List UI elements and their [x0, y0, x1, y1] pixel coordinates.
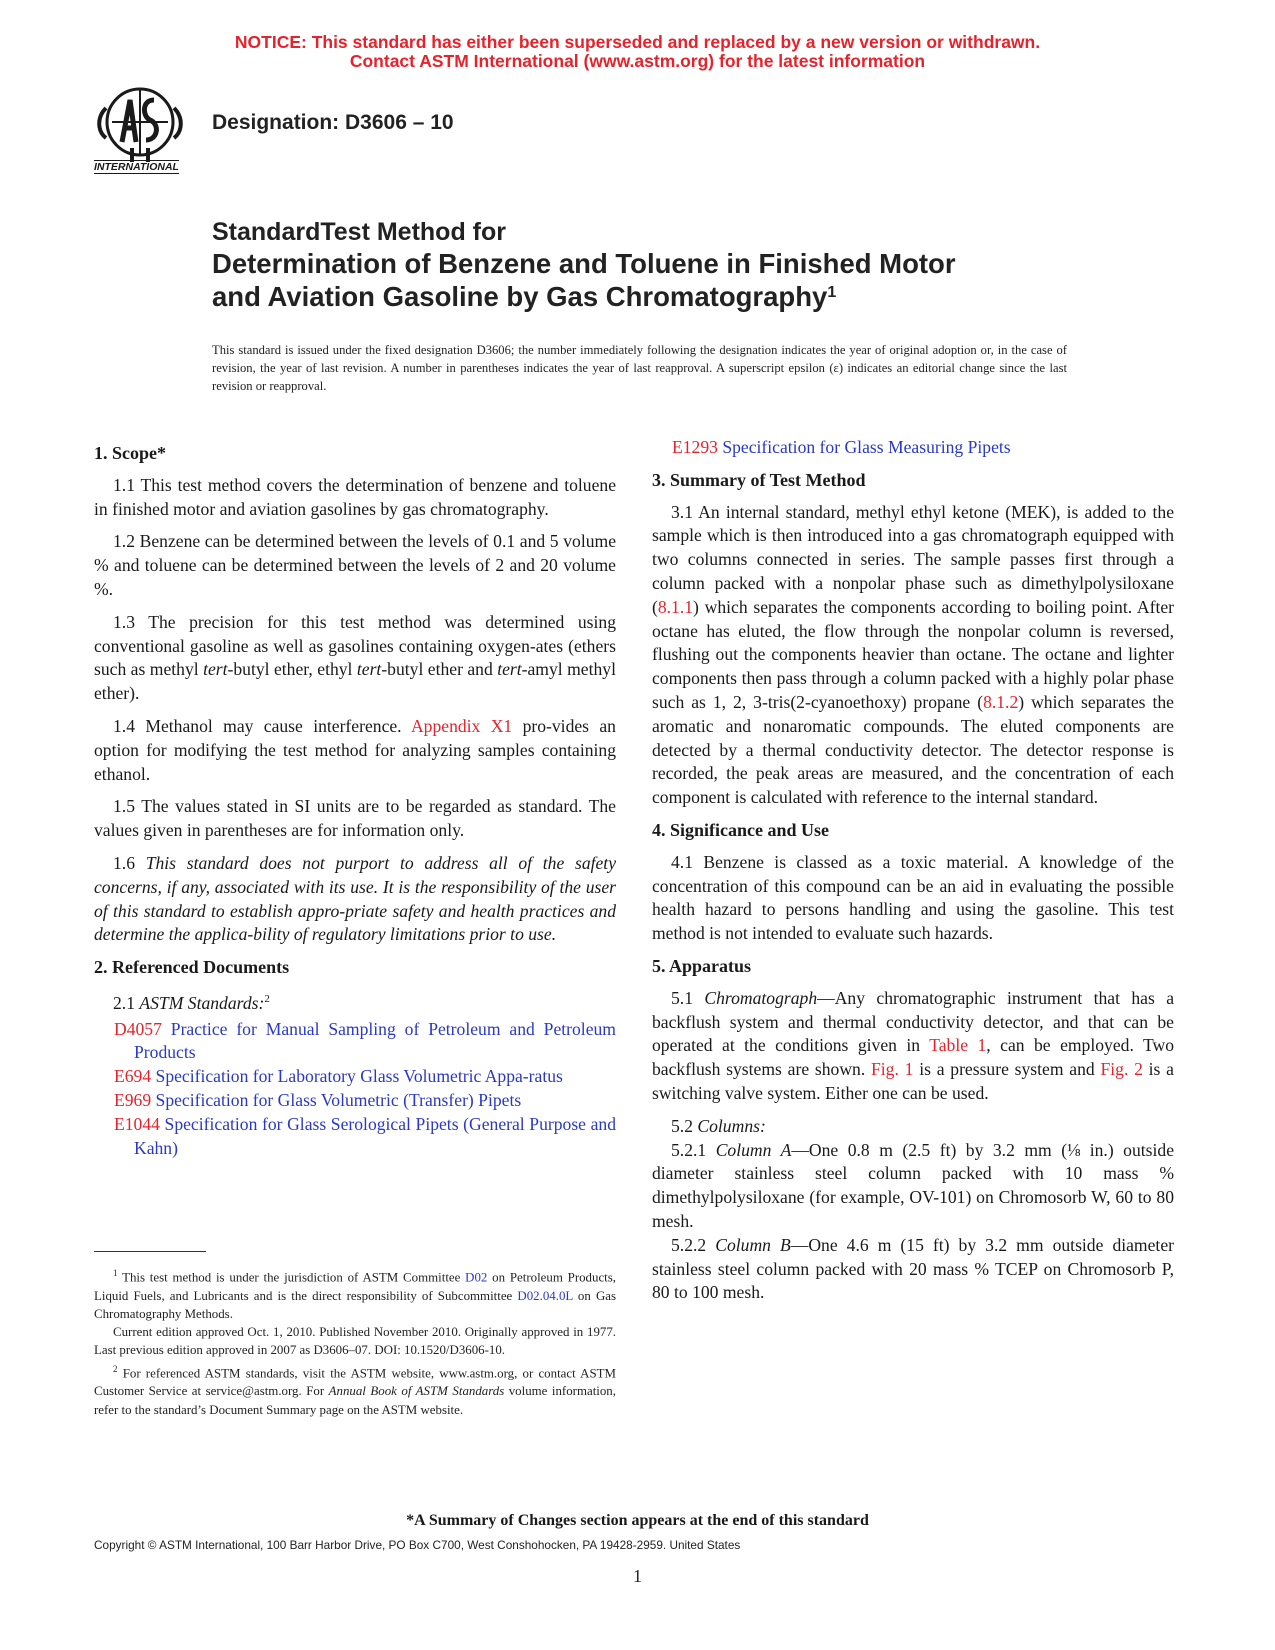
copyright-line: Copyright © ASTM International, 100 Barr Harbor Drive, PO Box C700, West Conshohocken, PA 19428-2959. United States [94, 1538, 741, 1552]
para-3-1-text-b: ) which separates the components according to boiling point. After octane has eluted, the flow through the nonpolar column is reversed, flushing out the components heavier than octane. The octane and lighter components then pass through a column packed with a highly polar phase such as 1, 2, 3-tris(2-cyanoethoxy) propane ( [652, 596, 1174, 712]
para-1-3-text-a: 1.3 The precision for this test method was determined using conventional gasoline as well as gasolines containing oxygen-ates (ethers such as methyl [94, 611, 616, 680]
footnote-1 [94, 1264, 616, 1323]
para-5-2-2-term: Column B [715, 1234, 791, 1255]
para-1-6-text: This standard does not purport to address all of the safety concerns, if any, associated with its use. It is the responsibility of the user of this standard to establish appro-priate safety and health practices and determine the applica-bility of regulatory limitations prior to use. [94, 852, 617, 945]
ref-e1044-code[interactable]: E1044 [114, 1113, 160, 1134]
para-5-2-number: 5.2 [671, 1115, 698, 1136]
para-5-2 [652, 1115, 1174, 1139]
astm-logo [92, 82, 202, 184]
fig-1-link[interactable]: Fig. 1 [871, 1059, 914, 1080]
ref-e1293[interactable] [672, 436, 1174, 460]
para-5-1-text-d: , can be employed. Two backflush systems are shown. [652, 1035, 1174, 1080]
para-2-1-footnote-marker[interactable]: 2 [264, 992, 270, 1005]
para-3-1-text-a: 3.1 An internal standard, methyl ethyl ketone (MEK), is added to the sample which is then introduced into a gas chromatograph equipped with two columns connected in series. The sample passes first through a column packed with a nonpolar phase such as dimethylpolysiloxane ( [652, 501, 1174, 617]
footnote-2-book-title: Annual Book of ASTM Standards [328, 1384, 505, 1399]
para-1-2: 1.2 Benzene can be determined between the levels of 0.1 and 5 volume % and toluene can be determined between the levels of 2 and 20 volume %. [94, 531, 616, 599]
para-1-3 [94, 611, 616, 706]
committee-d02-link[interactable]: D02 [465, 1270, 488, 1285]
left-column [94, 436, 616, 1160]
ref-e1044[interactable] [114, 1113, 616, 1161]
title-footnote-marker[interactable]: 1 [827, 284, 837, 301]
title-line-2: Determination of Benzene and Toluene in Finished Motor [212, 248, 956, 279]
notice-line-1: NOTICE: This standard has either been superseded and replaced by a new version or withdrawn. [234, 32, 1041, 52]
summary-of-changes-note: *A Summary of Changes section appears at the end of this standard [406, 1512, 869, 1529]
para-3-1-text-c: ) which separates the aromatic and nonaromatic compounds. The eluted components are detected by a thermal conductivity detector. The detector response is recorded, the peak areas are measured, and the concentration of each component is calculated with reference to the internal standard. [652, 691, 1174, 808]
page-number: 1 [633, 1566, 642, 1586]
para-5-1-text-c: —Any chromatographic instrument that has a backflush system and thermal conductivity detector, and that can be operated at the conditions given in [652, 987, 1175, 1056]
ref-e694-code[interactable]: E694 [114, 1066, 152, 1087]
ref-e969-code[interactable]: E969 [114, 1089, 152, 1110]
para-1-6 [94, 852, 616, 947]
para-2-1-number: 2.1 [113, 992, 140, 1013]
ref-e969-title[interactable]: Specification for Glass Volumetric (Transfer) Pipets [151, 1089, 522, 1110]
ref-d4057-title[interactable]: Practice for Manual Sampling of Petroleum and Petroleum Products [134, 1018, 616, 1063]
para-1-3-text-g: -amyl methyl ether). [94, 659, 616, 704]
para-5-1-number: 5.1 [671, 987, 705, 1008]
section-8-1-1-link[interactable]: 8.1.1 [657, 596, 694, 617]
footnote-1-marker: 1 [113, 1268, 118, 1278]
para-1-3-tert-1: tert [203, 659, 228, 680]
para-5-2-1-number: 5.2.1 [671, 1139, 716, 1160]
subcommittee-link[interactable]: D02.04.0L [517, 1288, 573, 1303]
document-title [212, 217, 1112, 313]
issuance-statement: This standard is issued under the fixed designation D3606; the number immediately following the designation indicates the year of original adoption or, in the case of revision, the year of last revision. A number in parentheses indicates the year of last reapproval. A superscript epsilon (ε) indicates an editorial change since the last revision or reapproval. [212, 343, 1067, 394]
footnotes [94, 1264, 616, 1419]
para-5-2-2-number: 5.2.2 [671, 1234, 716, 1255]
para-1-5: 1.5 The values stated in SI units are to be regarded as standard. The values given in parentheses are for information only. [94, 796, 616, 841]
para-1-6-number: 1.6 [113, 852, 146, 873]
ref-e1293-code[interactable]: E1293 [672, 437, 718, 457]
ref-e694[interactable] [114, 1065, 616, 1089]
table-1-link[interactable]: Table 1 [929, 1035, 987, 1056]
ref-d4057-code[interactable]: D4057 [114, 1018, 162, 1039]
footnote-1-text-c: on Gas Chromatography Methods. [94, 1288, 616, 1321]
para-3-1 [652, 501, 1174, 810]
para-2-1-text: ASTM Standards: [139, 992, 265, 1013]
footnote-2 [94, 1360, 616, 1419]
section-8-1-2-link[interactable]: 8.1.2 [983, 691, 1019, 712]
logo-wordmark: INTERNATIONAL [94, 161, 179, 173]
ref-e1044-title[interactable]: Specification for Glass Serological Pipets (General Purpose and Kahn) [134, 1113, 616, 1158]
para-5-2-1 [652, 1139, 1174, 1234]
title-line-1: StandardTest Method for [212, 218, 506, 246]
ref-d4057[interactable] [114, 1018, 616, 1066]
footnote-1-edition: Current edition approved Oct. 1, 2010. Published November 2010. Originally approved in 1977. Last previous edition approved in 2007 as D3606–07. DOI: 10.1520/D3606-10. [94, 1325, 616, 1358]
para-1-4-text-b: pro-vides an option for modifying the test method for analyzing samples containing ethanol. [94, 715, 616, 784]
para-1-3-tert-3: tert [497, 659, 522, 680]
footnote-1-text-b: on Petroleum Products, Liquid Fuels, and Lubricants and is the direct responsibility of Subcommittee [94, 1270, 616, 1303]
footnote-1-text-a: This test method is under the jurisdiction of ASTM Committee [117, 1270, 466, 1285]
ref-e969[interactable] [114, 1089, 616, 1113]
section-5-heading: 5. Apparatus [652, 955, 752, 976]
para-5-2-2-text: —One 4.6 m (15 ft) by 3.2 mm outside diameter stainless steel column packed with 20 mass % TCEP on Chromosorb P, 80 to 100 mesh. [652, 1234, 1174, 1303]
section-4-heading: 4. Significance and Use [652, 819, 830, 840]
para-5-2-1-term: Column A [715, 1139, 792, 1160]
para-1-4 [94, 715, 616, 786]
para-5-2-term: Columns: [697, 1115, 766, 1136]
section-1-heading: 1. Scope* [94, 443, 166, 463]
section-3-heading: 3. Summary of Test Method [652, 469, 866, 490]
footnote-2-marker: 2 [113, 1363, 118, 1374]
footnote-divider [94, 1251, 206, 1252]
para-4-1: 4.1 Benzene is classed as a toxic material. A knowledge of the concentration of this compound can be an aid in evaluating the possible health hazard to persons handling and using the gasoline. This test method is not intended to evaluate such hazards. [652, 851, 1174, 944]
para-5-1-term: Chromatograph [704, 987, 818, 1008]
fig-2-link[interactable]: Fig. 2 [1100, 1059, 1143, 1080]
para-1-1: 1.1 This test method covers the determination of benzene and toluene in finished motor and aviation gasolines by gas chromatography. [94, 474, 616, 519]
para-5-2-1-text: —One 0.8 m (2.5 ft) by 3.2 mm (⅛ in.) outside diameter stainless steel column packed with 10 mass % dimethylpolysiloxane (for example, OV-101) on Chromosorb W, 60 to 80 mesh. [652, 1139, 1174, 1231]
appendix-x1-link[interactable]: Appendix X1 [410, 715, 513, 736]
para-1-4-text-a: 1.4 Methanol may cause interference. [113, 715, 411, 736]
section-2-heading: 2. Referenced Documents [94, 957, 290, 978]
title-line-3 [212, 280, 1112, 313]
footnote-2-text-a: For referenced ASTM standards, visit the ASTM website, www.astm.org, or contact ASTM Customer Service at service@astm.org. For [94, 1366, 616, 1399]
para-1-3-tert-2: tert [356, 659, 382, 680]
notice-line-2: Contact ASTM International (www.astm.org) for the latest information [349, 51, 926, 71]
para-5-1-text-e: is a pressure system and [913, 1059, 1101, 1080]
para-5-1 [652, 987, 1174, 1106]
notice-banner [0, 33, 1275, 71]
ref-e1293-title[interactable]: Specification for Glass Measuring Pipets [717, 437, 1011, 457]
ref-e694-title[interactable]: Specification for Laboratory Glass Volumetric Appa-ratus [151, 1066, 563, 1087]
para-2-1 [94, 988, 616, 1016]
footnote-2-text-c: volume information, refer to the standard’s Document Summary page on the ASTM website. [94, 1384, 616, 1417]
title-line-3-text: and Aviation Gasoline by Gas Chromatography [212, 281, 828, 312]
right-column [652, 436, 1174, 1314]
para-1-3-text-c: -butyl ether, ethyl [227, 659, 357, 680]
para-5-1-text-f: is a switching valve system. Either one can be used. [652, 1059, 1174, 1103]
para-1-3-text-e: -butyl ether and [381, 659, 498, 680]
para-5-2-2 [652, 1234, 1174, 1305]
designation: Designation: D3606 – 10 [212, 111, 454, 134]
